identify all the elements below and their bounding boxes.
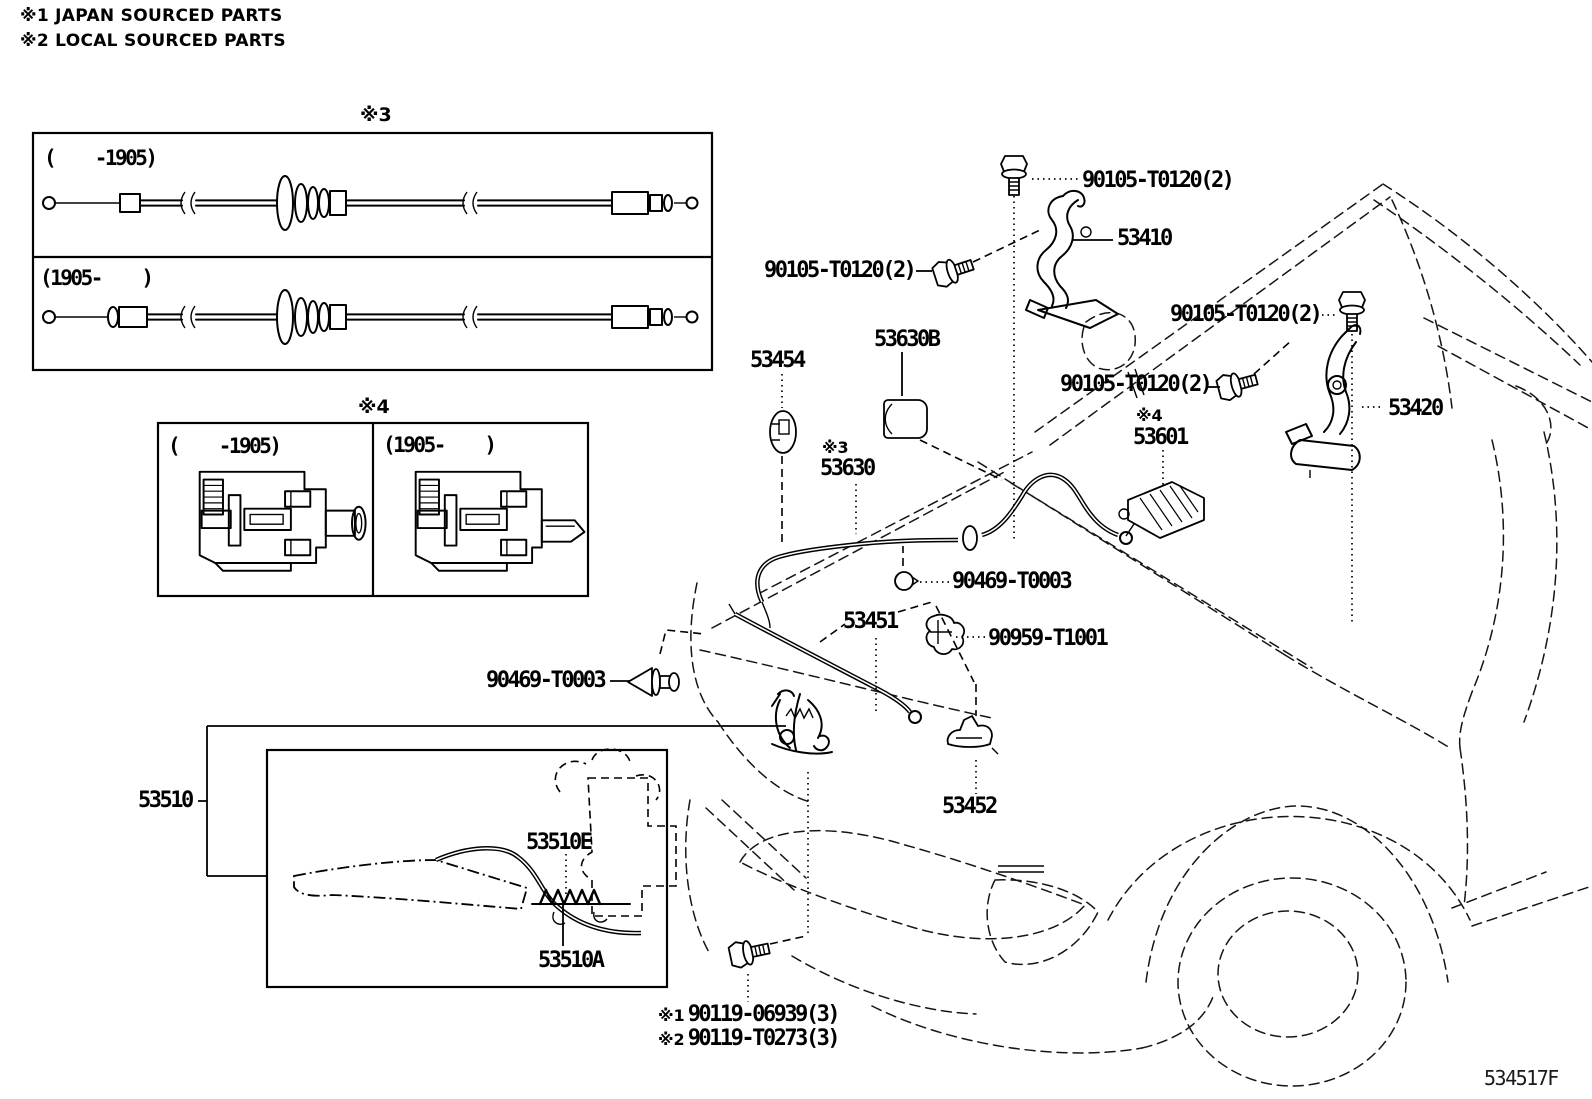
lock-drawing-late xyxy=(416,472,585,571)
note-japan-sourced: ※1 JAPAN SOURCED PARTS xyxy=(20,6,283,26)
cable-box-marker: ※3 xyxy=(360,104,392,126)
cable-box-row2-range: (1905- ) xyxy=(40,266,152,290)
part-label-53420: 53420 xyxy=(1388,396,1442,421)
jp-prefix: ※1 xyxy=(658,1006,685,1025)
bolt-90119 xyxy=(728,936,772,970)
cable-drawing-early xyxy=(43,176,698,230)
lock-drawing-early xyxy=(200,472,366,571)
grommet-53630B xyxy=(884,400,927,438)
striker-53601 xyxy=(1119,482,1204,538)
part-label-90469-left: 90469-T0003 xyxy=(486,668,605,693)
car-outline xyxy=(686,184,1592,1086)
hinge-53410 xyxy=(1026,191,1118,328)
part-label-90105-right-lower: 90105-T0120(2) xyxy=(1060,372,1211,397)
figure-code: 534517F xyxy=(1484,1066,1558,1090)
part-label-90959: 90959-T1001 xyxy=(988,626,1107,651)
part-label-53452: 53452 xyxy=(942,794,996,819)
part-label-53410: 53410 xyxy=(1117,226,1171,251)
part-label-90105-top: 90105-T0120(2) xyxy=(1082,168,1233,193)
part-label-53630B: 53630B xyxy=(874,327,939,352)
hinge-53420 xyxy=(1286,325,1360,478)
bolt-90105-right-lower xyxy=(1215,367,1259,402)
cable-box-row1-range: ( -1905) xyxy=(44,146,156,170)
local-prefix: ※2 xyxy=(658,1030,685,1049)
bolt-90105-top xyxy=(1001,156,1027,195)
clip-90469-left xyxy=(628,668,679,696)
part-label-90119-local: ※2 90119-T0273(3) xyxy=(658,1026,839,1051)
note-local-sourced: ※2 LOCAL SOURCED PARTS xyxy=(20,31,286,51)
part-label-53630: 53630 xyxy=(820,456,874,481)
part-label-90105-right-upper: 90105-T0120(2) xyxy=(1170,302,1321,327)
lock-box-left-range: ( -1905) xyxy=(168,434,280,458)
part-label-53510A: 53510A xyxy=(538,948,603,973)
release-inset-box xyxy=(198,726,786,987)
lock-box-marker: ※4 xyxy=(358,396,390,418)
part-label-53510E: 53510E xyxy=(526,830,591,855)
part-label-90119-jp: ※1 90119-06939(3) xyxy=(658,1002,839,1027)
parts xyxy=(628,156,1365,969)
cable-marker-in-car: ※3 xyxy=(822,438,849,457)
lock-box-right-range: (1905- ) xyxy=(383,433,495,457)
hood-lock-in-car xyxy=(772,690,832,753)
bolt-90105-left xyxy=(931,252,976,289)
striker-marker: ※4 xyxy=(1136,406,1163,425)
part-label-53510: 53510 xyxy=(138,788,192,813)
catch-53452 xyxy=(948,716,998,754)
part-label-53454: 53454 xyxy=(750,348,804,373)
clip-90469-right xyxy=(895,572,918,590)
cable-drawing-late xyxy=(43,290,698,344)
clip-53454 xyxy=(770,411,796,453)
part-label-90469-right: 90469-T0003 xyxy=(952,569,1071,594)
part-label-53601: 53601 xyxy=(1133,425,1187,450)
part-label-53451: 53451 xyxy=(843,609,897,634)
part-label-90105-left: 90105-T0120(2) xyxy=(764,258,915,283)
clip-90959 xyxy=(927,615,965,654)
